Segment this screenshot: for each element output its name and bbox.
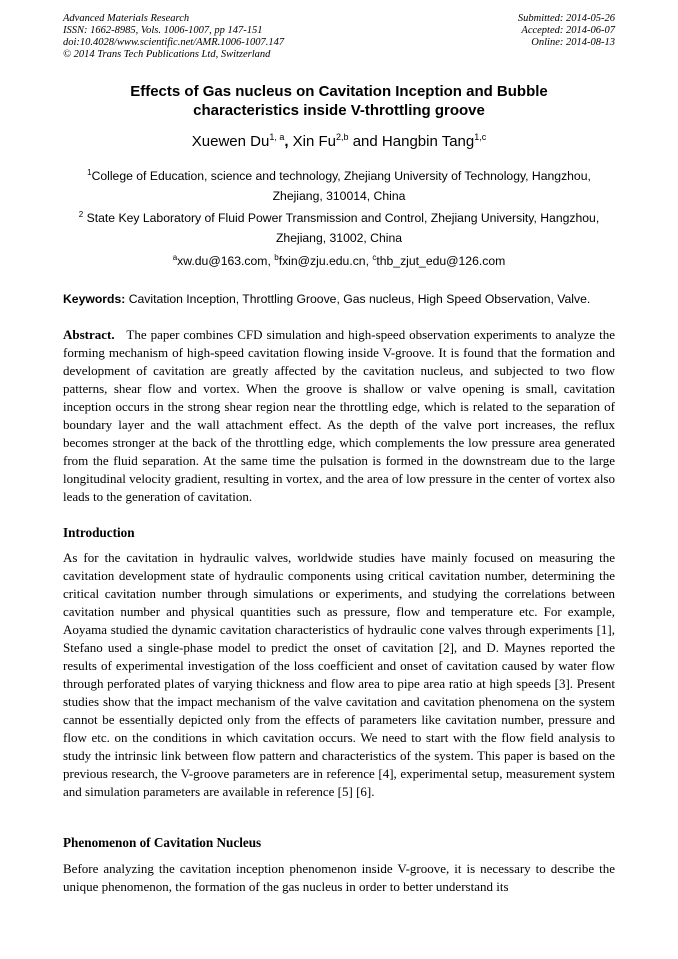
affiliation-1 [63,166,615,206]
author-separator: , [284,133,293,150]
journal-issn: ISSN: 1662-8985, Vols. 1006-1007, pp 147-151 [63,25,263,36]
journal-name: Advanced Materials Research [63,13,190,24]
keywords-text: Cavitation Inception, Throttling Groove, Gas nucleus, High Speed Observation, Valve. [125,292,591,306]
journal-copyright: © 2014 Trans Tech Publications Ltd, Switzerland [63,49,271,60]
affiliation-line: College of Education, science and technology, Zhejiang University of Technology, Hangzhou, [91,169,591,183]
author-separator: and [348,133,382,150]
author-affil-mark: 2,b [336,132,349,142]
affiliation-line: State Key Laboratory of Fluid Power Transmission and Control, Zhejiang University, Hangzhou, [86,211,600,225]
email-mark: a [172,252,178,262]
affiliation-line: Zhejiang, 31002, China [275,231,403,245]
paper-title [63,82,615,120]
author-name: Xin Fu [292,133,337,150]
title-line-2: characteristics inside V-throttling groove [193,102,485,119]
affiliation-line: Zhejiang, 310014, China [272,189,406,203]
publication-dates [518,13,615,49]
affiliation-mark: 2 [78,209,84,219]
title-line-1: Effects of Gas nucleus on Cavitation Inception and Bubble [130,83,548,100]
keywords-label: Keywords: [63,292,126,306]
journal-doi[interactable]: doi:10.4028/www.scientific.net/AMR.1006-1007.147 [63,37,285,48]
phenomenon-paragraph: Before analyzing the cavitation inception phenomenon inside V-groove, it is necessary to describe the unique phenomenon, the formation of the gas nucleus in order to better understand its [63,861,615,894]
author-list [63,132,615,152]
abstract-text: The paper combines CFD simulation and high-speed observation experiments to analyze the forming mechanism of high-speed cavitation flowing inside V-groove. It is found that the formation and development of cavitation are greatly affected by the cavitation nucleus, and subjected to two flow patterns, shear flow and vortex. When the groove is shallow or valve opening is small, cavitation inception occurs in the strong shear region near the throttling edge, which is related to the separation of boundary layer and the wall attachment effect. As the depth of the valve port increases, the reflux becomes stronger at the back of the throttling edge, which complements the low pressure area generated from the fluid separation. At the same time the pulsation is formed in the downstream due to the large longitudinal velocity gradient, resulting in vortex, and the area of low pressure in the center of vortex also leads to the generation of cavitation. [63,327,616,504]
affiliation-2 [63,208,615,248]
section-heading-phenomenon: Phenomenon of Cavitation Nucleus [63,835,262,850]
affiliation-mark: 1 [87,167,92,177]
author-name: Xuewen Du [191,133,270,150]
email-mark: c [372,252,377,262]
author-affil-mark: 1, a [269,132,285,142]
abstract [63,326,615,506]
email-address[interactable]: fxin@zju.edu.cn, [278,254,373,268]
author-name: Hangbin Tang [381,133,475,150]
email-mark: b [274,252,279,262]
email-address[interactable]: thb_zjut_edu@126.com [376,254,506,268]
email-address[interactable]: xw.du@163.com, [177,254,275,268]
abstract-label: Abstract. [63,327,115,342]
author-affil-mark: 1,c [474,132,487,142]
online-date: Online: 2014-08-13 [531,37,615,48]
section-heading-introduction: Introduction [63,525,135,540]
submitted-date: Submitted: 2014-05-26 [517,13,615,24]
accepted-date: Accepted: 2014-06-07 [521,25,615,36]
journal-info [63,13,284,61]
email-list [63,252,615,270]
keywords [63,290,615,308]
introduction-paragraph: As for the cavitation in hydraulic valves, worldwide studies have mainly focused on measuring the cavitation development state of hydraulic components using critical cavitation number, determining the critical cavitation number through simulations or experiments, and studying the correlations between cavitation number and physical quantities such as pressure, flow and temperature etc. For example, Aoyama studied the dynamic cavitation characteristics of hydraulic cone valves through experiments [1], Stefano used a single-phase model to predict the onset of cavitation [2], and D. Maynes reported the results of experimental investigation of the loss coefficient and onset of cavitation caused by water flow through perforated plates of varying thickness and flow area to pipe area ratio at high speeds [3]. Present studies show that the impact mechanism of the valve cavitation and cavitation phenomena on the system cannot be essentially depicted only from the effects of parameters like cavitation number, pressure and flow etc. on the conditions in which cavitation occurs. We need to start with the flow field analysis to study the intrinsic link between flow pattern and characteristics of the system. This paper is based on the previous research, the V-groove parameters are in reference [4], experimental setup, measurement system and simulation parameters are available in reference [5] [6]. [63,550,615,799]
